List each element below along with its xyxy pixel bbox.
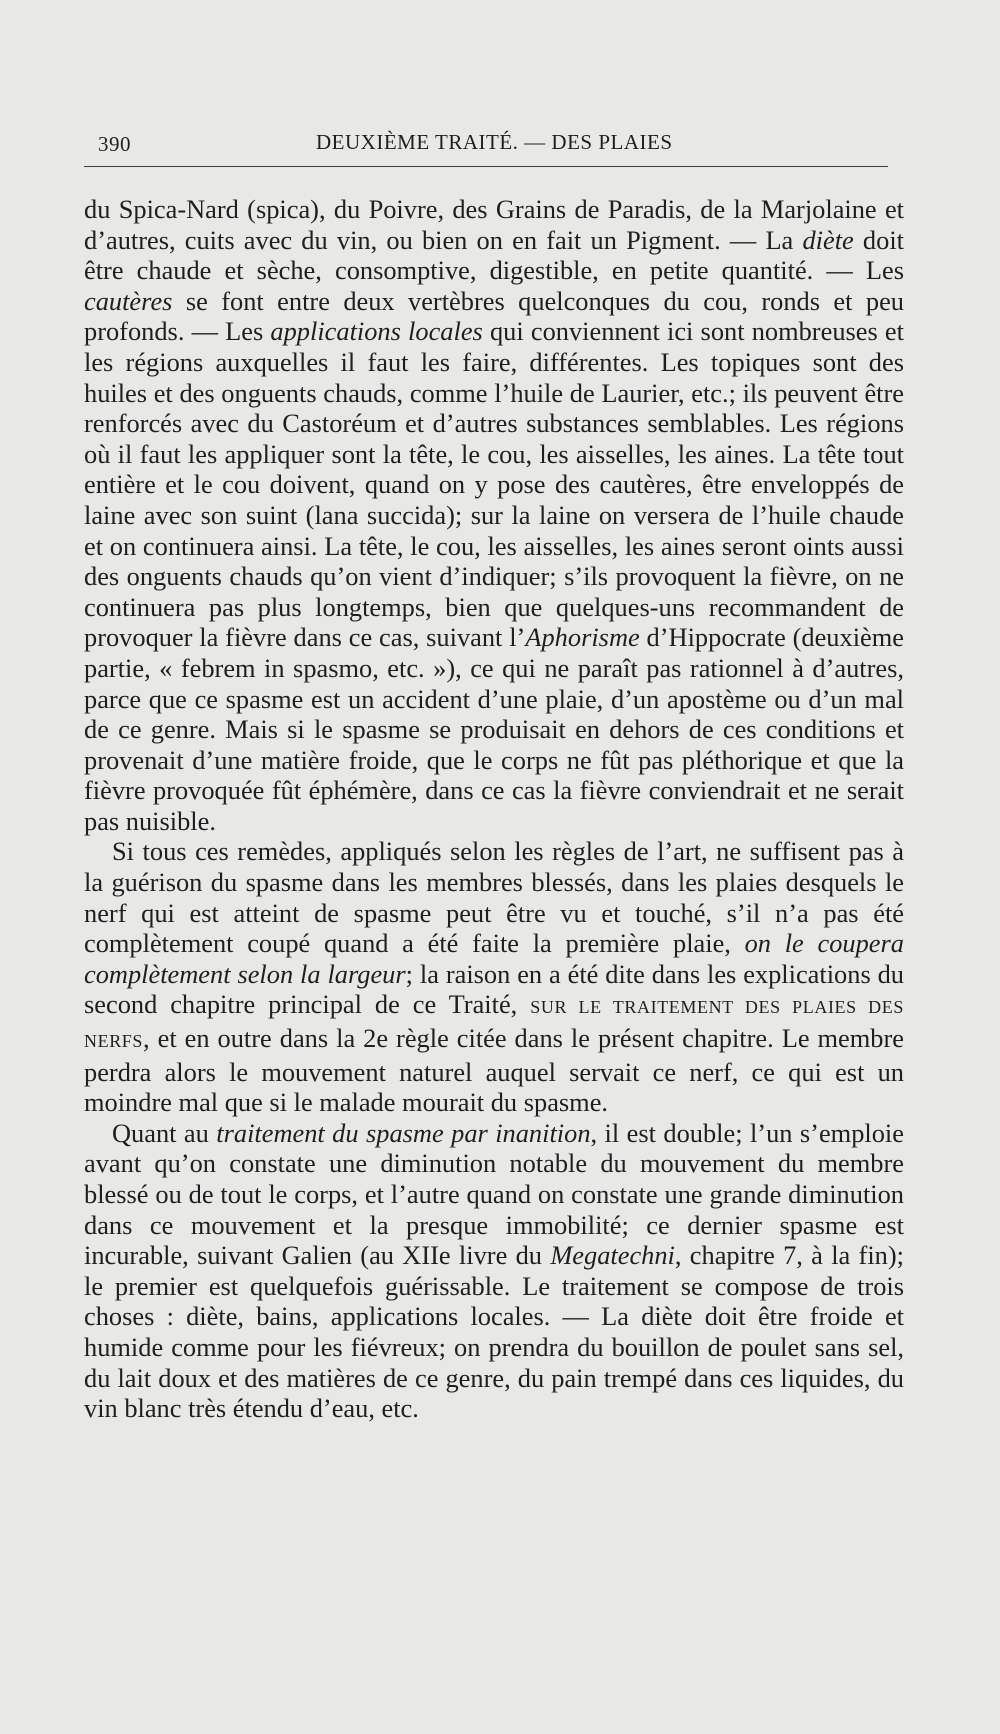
header-rule <box>84 166 888 167</box>
paragraph <box>84 1118 904 1424</box>
italic-run: on le coupera complètement selon la largeur <box>84 928 904 989</box>
page-number: 390 <box>98 132 131 156</box>
text-run: ; la raison en a été dite dans les explications du second chapitre principal de ce Traité, <box>84 958 904 1020</box>
italic-run: Megatechni <box>550 1240 675 1271</box>
running-title: DEUXIÈME TRAITÉ. — DES PLAIES <box>316 130 673 154</box>
text-run: Si tous ces remèdes, appliqués selon les règles de l’art, ne suffisent pas à la guérison du spasme dans les membres blessés, dans les plaies desquels le nerf qui est atteint de spasme peut être vu et touché, s’il n’a pas été complètement coupé quand a été faite la première plaie, <box>84 836 904 959</box>
italic-run: traitement du spasme par inanition <box>216 1117 591 1148</box>
text-run: doit être chaude et sèche, consomptive, digestible, en petite quantité. — Les <box>84 224 904 286</box>
text-run: se font entre deux vertèbres quelconques du cou, ronds et peu profonds. — Les <box>84 285 904 347</box>
text-run: d’Hippocrate (deuxième partie, « febrem in spasmo, etc. »), ce qui ne paraît pas rationnel à d’autres, parce que ce spasme est un accident d’une plaie, d’un apostème ou d’un mal de ce genre. Mais si le spasme se produisait en dehors de ces conditions et provenait d’une matière froide, que le corps ne fût pas pléthorique et que la fièvre provoquée fût éphémère, dans ce cas la fièvre conviendrait et ne serait pas nuisible. <box>84 622 904 836</box>
italic-run: applications locales <box>270 316 483 347</box>
italic-run: diète <box>802 224 854 255</box>
italic-run: Aphorisme <box>525 622 640 653</box>
text-run: , et en outre dans la 2e règle citée dans le présent chapitre. Le membre perdra alors le mouvement naturel auquel servait ce nerf, ce qui est un moindre mal que si le malade mourait du spasme. <box>84 1023 904 1118</box>
text-run: , il est double; l’un s’emploie avant qu’on constate une diminution notable du mouvement du membre blessé ou de tout le corps, et l’autre quand on constate une grande diminution dans ce mouvement et la presque immobilité; ce dernier spasme est incurable, suivant Galien (au XIIe livre du <box>84 1117 904 1271</box>
italic-run: cautères <box>84 285 173 316</box>
page-header <box>84 130 888 160</box>
text-run: Quant au <box>112 1117 217 1148</box>
text-run: du Spica-Nard (spica), du Poivre, des Grains de Paradis, de la Marjolaine et d’autres, cuits avec du vin, ou bien on en fait un Pigment. — La <box>84 194 904 255</box>
text-run: qui conviennent ici sont nombreuses et les régions auxquelles il faut les faire, différentes. Les topiques sont des huiles et des onguents chauds, comme l’huile de Laurier, etc.; ils peuvent être renforcés avec du Castoréum et d’autres substances semblables. Les régions où il faut les appliquer sont la tête, le cou, les aisselles, les aines. La tête tout entière et le cou doivent, quand on y pose des cautères, être enveloppés de laine avec son suint (lana succida); sur la laine on versera de l’huile chaude et on continuera ainsi. La tête, le cou, les aisselles, les aines seront oints aussi des onguents chauds qu’on vient d’indiquer; s’ils provoquent la fièvre, on ne continuera pas plus longtemps, bien que quelques-uns recommandent de provoquer la fièvre dans ce cas, suivant l’ <box>84 316 904 653</box>
paragraph <box>84 836 904 1117</box>
paragraph <box>84 194 904 836</box>
small-caps-run: SUR LE TRAITEMENT DES PLAIES DES NERFS <box>84 997 904 1052</box>
text-run: , chapitre 7, à la fin); le premier est quelquefois guérissable. Le traitement se compose de trois choses : diète, bains, applications locales. — La diète doit être froide et humide comme pour les fiévreux; on prendra du bouillon de poulet sans sel, du lait doux et des matières de ce genre, du pain trempé dans ces liquides, du vin blanc très étendu d’eau, etc. <box>84 1240 904 1424</box>
body-text <box>84 194 904 1424</box>
